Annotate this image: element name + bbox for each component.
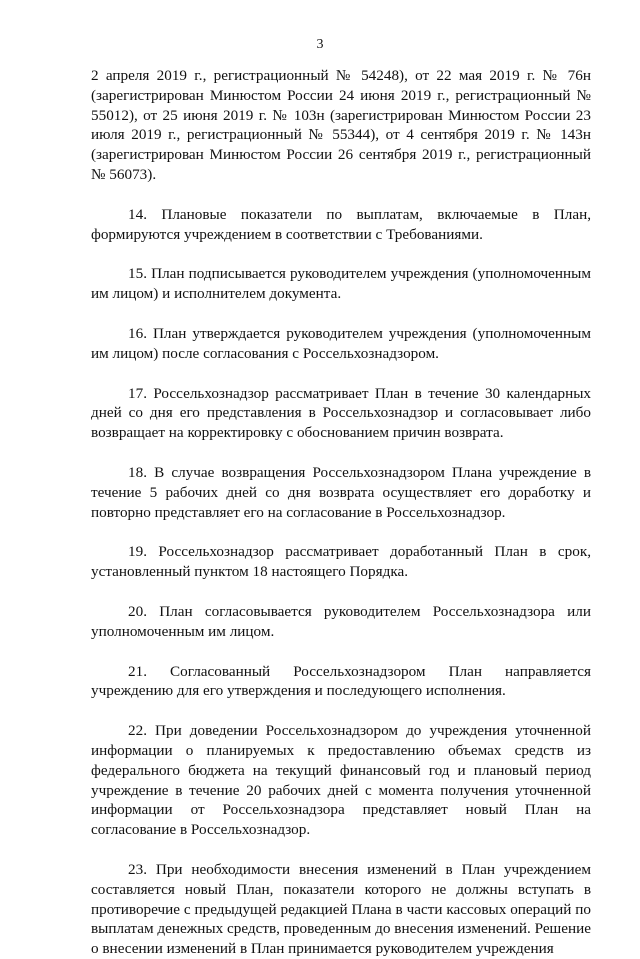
document-body	[91, 66, 591, 959]
paragraph-14: 14. Плановые показатели по выплатам, включаемые в План, формируются учреждением в соответствии с Требованиями.	[91, 205, 591, 243]
page-number: 3	[316, 37, 324, 52]
paragraph-16: 16. План утверждается руководителем учреждения (уполномоченным им лицом) после согласования с Россельхознадзором.	[91, 324, 591, 362]
paragraph-18: 18. В случае возвращения Россельхознадзором Плана учреждение в течение 5 рабочих дней со дня возврата осуществляет его доработку и повторно представляет его на согласование в Россельхознадзор.	[91, 463, 591, 521]
paragraph-22: 22. При доведении Россельхознадзором до учреждения уточненной информации о планируемых к предоставлению объемах средств из федерального бюджета на текущий финансовый год и плановый период учреждение в течение 20 рабочих дней с момента получения уточненной информации от Россельхознадзора представляет новый План на согласование в Россельхознадзор.	[91, 722, 591, 839]
paragraph-20: 20. План согласовывается руководителем Россельхознадзора или уполномоченным им лицом.	[91, 602, 591, 640]
paragraph-23: 23. При необходимости внесения изменений в План учреждением составляется новый План, показатели которого не должны вступать в противоречие с предыдущей редакцией Плана в части кассовых операций по выплатам денежных средств, проведенным до внесения изменений. Решение о внесении изменений в План принимается руководителем учреждения	[91, 860, 591, 958]
paragraph-17: 17. Россельхознадзор рассматривает План в течение 30 календарных дней со дня его представления в Россельхознадзор и согласовывает либо возвращает на корректировку с обоснованием причин возврата.	[91, 384, 591, 442]
paragraph-continuation: 2 апреля 2019 г., регистрационный № 54248), от 22 мая 2019 г. № 76н (зарегистрирован Минюстом России 24 июня 2019 г., регистрационный № 55012), от 25 июня 2019 г. № 103н (зарегистрирован Минюстом России 23 июля 2019 г., регистрационный № 55344), от 4 сентября 2019 г. № 143н (зарегистрирован Минюстом России 26 сентября 2019 г., регистрационный № 56073).	[91, 67, 591, 183]
paragraph-19: 19. Россельхознадзор рассматривает доработанный План в срок, установленный пунктом 18 настоящего Порядка.	[91, 543, 591, 581]
paragraph-15: 15. План подписывается руководителем учреждения (уполномоченным им лицом) и исполнителем документа.	[91, 265, 591, 303]
paragraph-21: 21. Согласованный Россельхознадзором План направляется учреждению для его утверждения и последующего исполнения.	[91, 662, 591, 700]
